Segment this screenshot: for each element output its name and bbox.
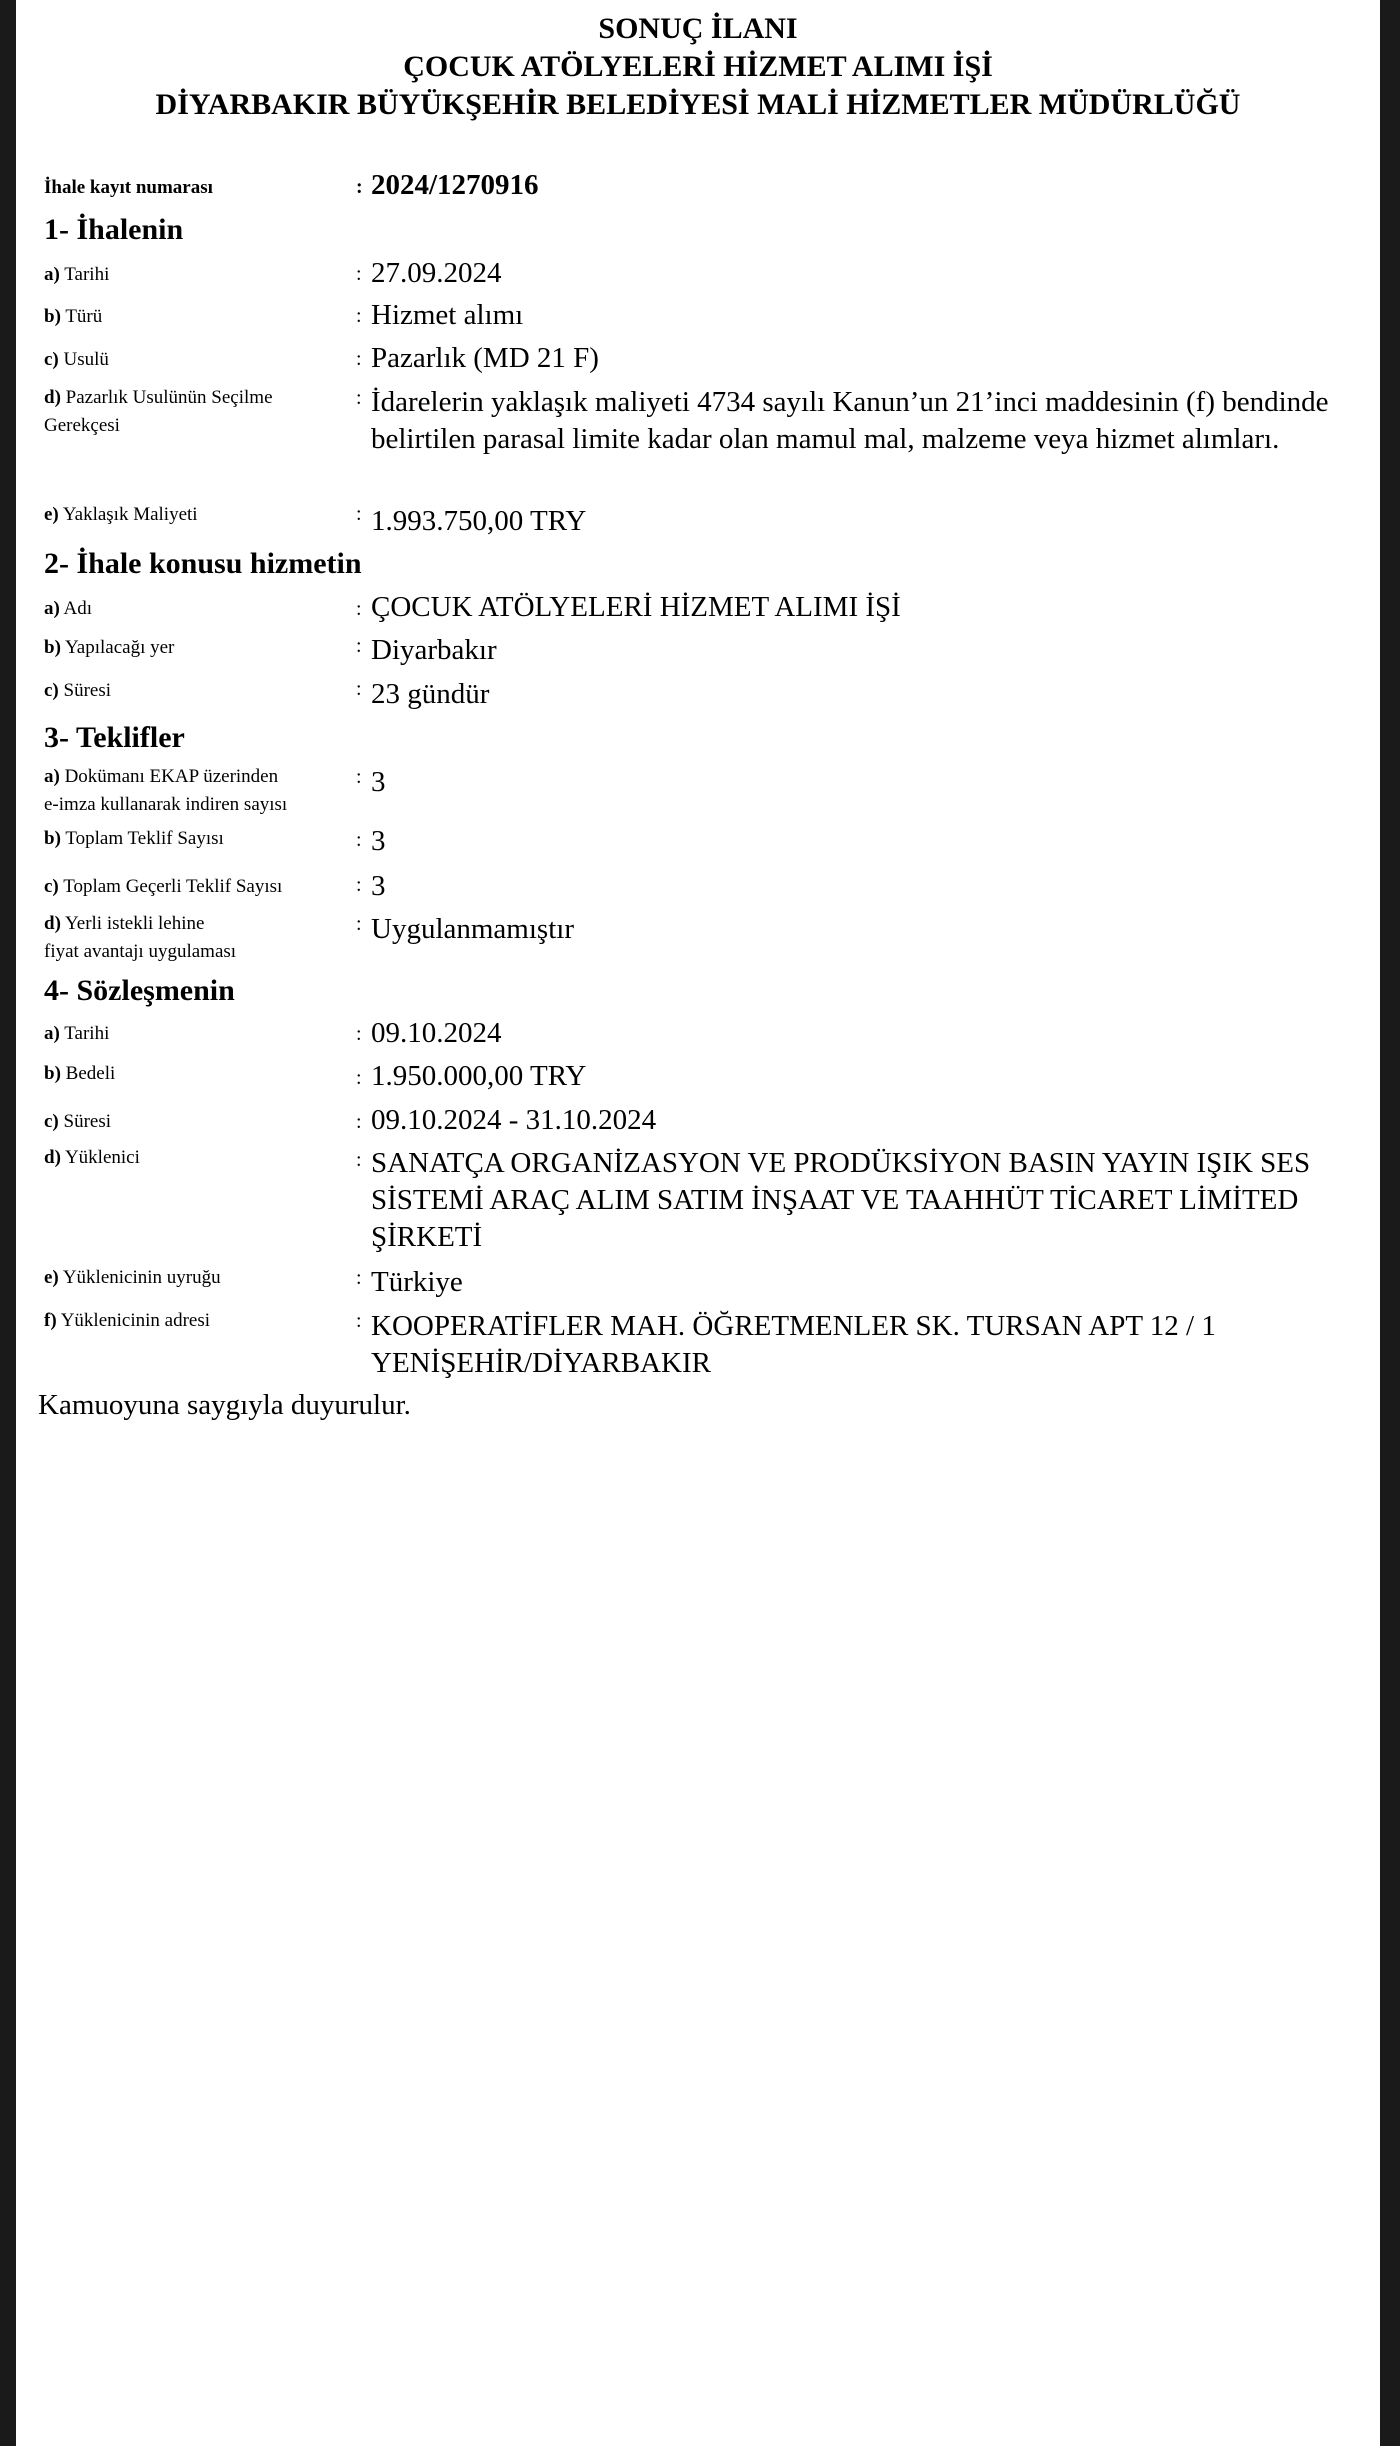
closing-statement: Kamuoyuna saygıyla duyurulur.	[38, 1389, 411, 1421]
section1-item-c-colon: :	[356, 348, 362, 370]
section2-item-c-label: c) Süresi	[44, 680, 112, 701]
section3-item-c-label: c) Toplam Geçerli Teklif Sayısı	[44, 876, 283, 897]
registry-value: 2024/1270916	[371, 169, 539, 201]
section3-item-a-colon: :	[356, 766, 362, 788]
section1-item-d-label-line2: Gerekçesi	[44, 415, 120, 436]
institution-name: DİYARBAKIR BÜYÜKŞEHİR BELEDİYESİ MALİ HİZMETLER MÜDÜRLÜĞÜ	[155, 88, 1241, 121]
section4-item-a-colon: :	[356, 1023, 362, 1045]
section3-item-a-label: a) Dokümanı EKAP üzerinden	[44, 766, 279, 787]
section1-item-a-colon: :	[356, 263, 362, 285]
section1-item-d-colon: :	[356, 387, 362, 409]
section4-item-f-label: f) Yüklenicinin adresi	[44, 1310, 211, 1331]
section3-item-c-colon: :	[356, 874, 362, 896]
section1-item-d-value: İdarelerin yaklaşık maliyeti 4734 sayılı Kanun’un 21’inci maddesinin (f) bendinde belirtilen parasal limite kadar olan mamul mal, malzeme veya hizmet alımları.	[371, 386, 1329, 455]
section4-item-d-value: SANATÇA ORGANİZASYON VE PRODÜKSİYON BASIN YAYIN IŞIK SES SİSTEMİ ARAÇ ALIM SATIM İNŞAAT VE TAAHHÜT TİCARET LİMİTED ŞİRKETİ	[371, 1147, 1311, 1253]
section4-title: 4- Sözleşmenin	[44, 974, 235, 1007]
section4-item-f-colon: :	[356, 1310, 362, 1332]
section1-item-e-colon: :	[356, 503, 362, 525]
section4-item-f-value: KOOPERATİFLER MAH. ÖĞRETMENLER SK. TURSAN APT 12 / 1 YENİŞEHİR/DİYARBAKIR	[371, 1310, 1216, 1379]
section2-item-b-value: Diyarbakır	[371, 634, 497, 666]
section3-item-c-value: 3	[371, 870, 386, 902]
section3-item-b-colon: :	[356, 829, 362, 851]
section1-item-d-label: d) Pazarlık Usulünün Seçilme	[44, 387, 273, 408]
section4-item-e-label: e) Yüklenicinin uyruğu	[44, 1267, 221, 1288]
section4-item-e-colon: :	[356, 1267, 362, 1289]
section4-item-e-value: Türkiye	[371, 1266, 463, 1298]
section1-item-b-label: b) Türü	[44, 306, 103, 327]
section1-item-b-colon: :	[356, 305, 362, 327]
document-title: SONUÇ İLANI	[598, 12, 798, 45]
section2-item-c-colon: :	[356, 678, 362, 700]
section3-title: 3- Teklifler	[44, 721, 185, 754]
section1-title: 1- İhalenin	[44, 213, 184, 246]
section1-item-b-value: Hizmet alımı	[371, 299, 524, 331]
section2-item-a-colon: :	[356, 598, 362, 620]
section4-item-d-label: d) Yüklenici	[44, 1147, 140, 1168]
section4-item-c-colon: :	[356, 1111, 362, 1133]
section4-item-b-label: b) Bedeli	[44, 1063, 116, 1084]
section3-item-d-label: d) Yerli istekli lehine	[44, 913, 205, 934]
section3-item-a-value: 3	[371, 766, 386, 798]
section4-item-d-colon: :	[356, 1149, 362, 1171]
section4-item-b-colon: :	[356, 1067, 362, 1089]
section3-item-d-label-line2: fiyat avantajı uygulaması	[44, 941, 237, 962]
section4-item-c-value: 09.10.2024 - 31.10.2024	[371, 1104, 657, 1136]
section2-item-b-label: b) Yapılacağı yer	[44, 637, 175, 658]
section2-title: 2- İhale konusu hizmetin	[44, 547, 362, 580]
section1-item-c-label: c) Usulü	[44, 349, 109, 370]
section1-item-a-label: a) Tarihi	[44, 264, 110, 285]
section2-item-c-value: 23 gündür	[371, 678, 490, 710]
section1-item-a-value: 27.09.2024	[371, 257, 502, 289]
registry-label: İhale kayıt numarası	[44, 177, 213, 198]
section4-item-c-label: c) Süresi	[44, 1111, 112, 1132]
section2-item-a-value: ÇOCUK ATÖLYELERİ HİZMET ALIMI İŞİ	[371, 591, 901, 623]
section3-item-d-value: Uygulanmamıştır	[371, 913, 574, 945]
document-page	[16, 0, 1380, 2446]
section3-item-b-value: 3	[371, 825, 386, 857]
section3-item-d-colon: :	[356, 913, 362, 935]
section3-item-b-label: b) Toplam Teklif Sayısı	[44, 828, 224, 849]
tender-name: ÇOCUK ATÖLYELERİ HİZMET ALIMI İŞİ	[403, 50, 993, 83]
document-header	[16, 10, 1380, 124]
section4-item-a-value: 09.10.2024	[371, 1017, 502, 1049]
registry-colon: :	[356, 176, 363, 198]
section2-item-a-label: a) Adı	[44, 598, 93, 619]
section4-item-b-value: 1.950.000,00 TRY	[371, 1060, 587, 1092]
section1-item-e-value: 1.993.750,00 TRY	[371, 505, 587, 537]
section2-item-b-colon: :	[356, 635, 362, 657]
section1-item-c-value: Pazarlık (MD 21 F)	[371, 342, 599, 374]
section3-item-a-label-line2: e-imza kullanarak indiren sayısı	[44, 794, 288, 815]
section4-item-a-label: a) Tarihi	[44, 1023, 110, 1044]
section1-item-e-label: e) Yaklaşık Maliyeti	[44, 504, 198, 525]
